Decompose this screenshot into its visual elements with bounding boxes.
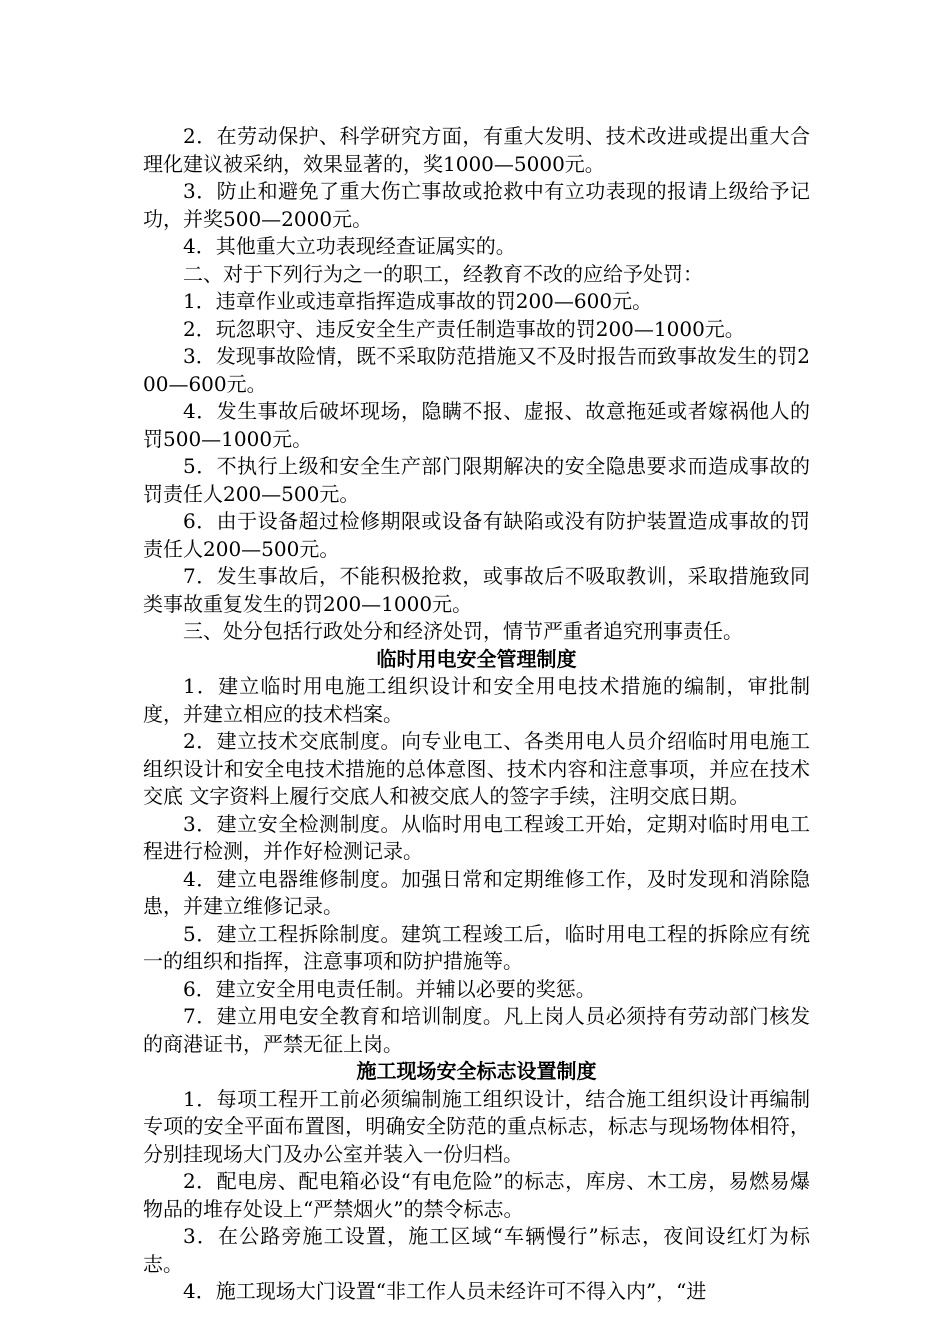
paragraph: 1．违章作业或违章指挥造成事故的罚200—600元。 [183,289,653,313]
paragraph: 2．配电房、配电箱必设“有电危险”的标志，库房、木工房，易燃易爆物品的堆存处设上“严禁烟火”的禁令标志。 [143,1169,810,1221]
paragraph: 2．建立技术交底制度。向专业电工、各类用电人员介绍临时用电施工组织设计和安全电技术措施的总体意图、技术内容和注意事项，并应在技术交底 文字资料上履行交底人和被交底人的签字手续，注明交底日期。 [143,729,810,808]
paragraph: 6．由于设备超过检修期限或设备有缺陷或没有防护装置造成事故的罚责任人200—500元。 [143,509,810,561]
paragraph: 4．施工现场大门设置“非工作人员未经许可不得入内”，“进 [183,1279,707,1303]
paragraph: 7．建立用电安全教育和培训制度。凡上岗人员必须持有劳动部门核发的商港证书，严禁无征上岗。 [143,1004,810,1056]
paragraph: 2．玩忽职守、违反安全生产责任制造事故的罚200—1000元。 [183,316,745,341]
section-heading: 临时用电安全管理制度 [376,646,577,671]
paragraph: 1．建立临时用电施工组织设计和安全用电技术措施的编制，审批制度，并建立相应的技术档案。 [143,674,810,726]
paragraph: 3．防止和避免了重大伤亡事故或抢救中有立功表现的报请上级给予记功，并奖500—2000元。 [143,179,810,231]
paragraph: 5．不执行上级和安全生产部门限期解决的安全隐患要求而造成事故的罚责任人200—500元。 [143,454,810,506]
paragraph: 4．其他重大立功表现经查证属实的。 [183,234,516,258]
paragraph: 1．每项工程开工前必须编制施工组织设计，结合施工组织设计再编制专项的安全平面布置图，明确安全防范的重点标志，标志与现场物体相符，分别挂现场大门及办公室并装入一份归档。 [143,1086,810,1166]
paragraph: 二、对于下列行为之一的职工，经教育不改的应给予处罚： [183,261,703,286]
paragraph: 4．发生事故后破坏现场，隐瞒不报、虚报、故意拖延或者嫁祸他人的罚500—1000元。 [143,399,810,451]
section-heading: 施工现场安全标志设置制度 [356,1059,597,1083]
paragraph: 3．建立安全检测制度。从临时用电工程竣工开始，定期对临时用电工程进行检测，并作好检测记录。 [143,811,810,863]
paragraph: 3．发现事故险情，既不采取防范措施又不及时报告而致事故发生的罚200—600元。 [143,344,810,396]
document-page [143,123,810,1306]
paragraph: 2．在劳动保护、科学研究方面，有重大发明、技术改进或提出重大合理化建议被采纳，效果显著的，奖1000—5000元。 [143,124,810,176]
paragraph: 三、处分包括行政处分和经济处罚，情节严重者追究刑事责任。 [183,619,743,643]
paragraph: 4．建立电器维修制度。加强日常和定期维修工作，及时发现和消除隐患，并建立维修记录。 [143,866,810,918]
paragraph: 6．建立安全用电责任制。并辅以必要的奖惩。 [183,976,596,1001]
paragraph: 5．建立工程拆除制度。建筑工程竣工后，临时用电工程的拆除应有统一的组织和指挥，注意事项和防护措施等。 [143,921,810,973]
paragraph: 3．在公路旁施工设置，施工区域“车辆慢行”标志，夜间设红灯为标志。 [143,1224,810,1276]
paragraph: 7．发生事故后，不能积极抢救，或事故后不吸取教训，采取措施致同类事故重复发生的罚200—1000元。 [143,564,810,616]
